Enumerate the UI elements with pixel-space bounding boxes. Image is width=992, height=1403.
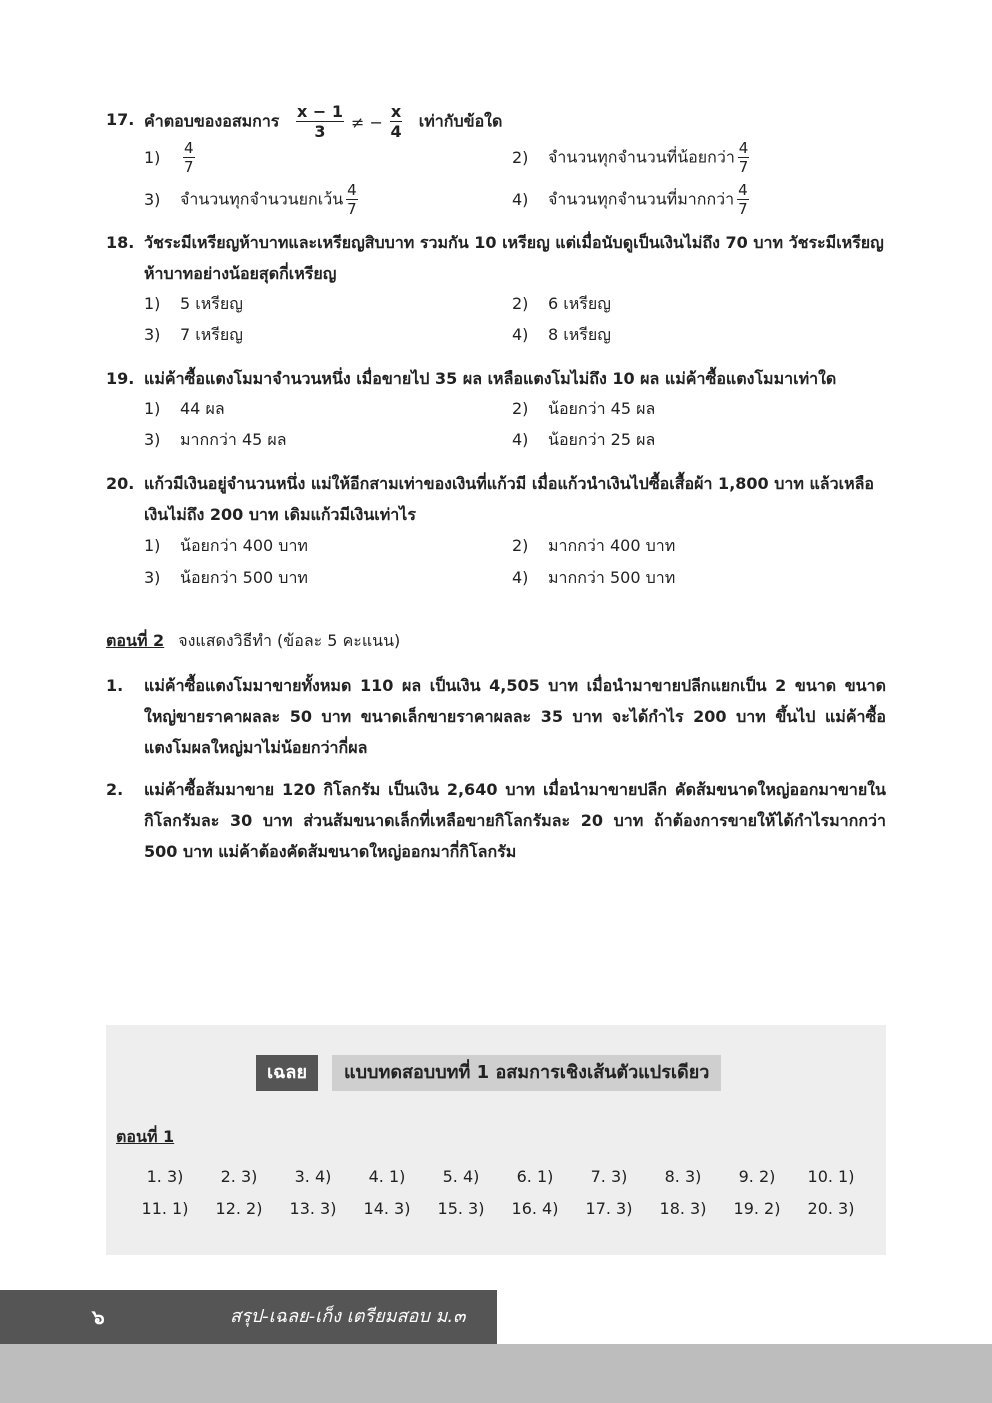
option-18-1[interactable]: 1) 5 เหรียญ [144,294,243,313]
question-18 [106,227,896,289]
part-2-label: ตอนที่ 2 [106,631,165,650]
inequality-expression: $\frac{x - 1}{3}$ ≠ − $\frac{x}{4}$ [296,102,402,141]
answer-key-box [106,1025,886,1255]
question-stem: คำตอบของอสมการ $\frac{x - 1}{3}$ ≠ − $\frac{x}{4}$ เท่ากับข้อใด [144,102,503,141]
answer-item: 18. 3) [659,1199,707,1218]
page-number: ๖ [92,1305,105,1329]
answer-item: 13. 3) [289,1199,337,1218]
answer-item: 2. 3) [220,1167,258,1186]
answer-item: 3. 4) [294,1167,332,1186]
option-20-1[interactable]: 1) น้อยกว่า 400 บาท [144,536,308,555]
fraction: $\frac{4}{7}$ [738,181,748,218]
book-title: สรุป-เฉลย-เก็ง เตรียมสอบ ม.๓ [230,1306,466,1327]
footer-band [0,1344,992,1403]
answer-item: 20. 3) [807,1199,855,1218]
option-18-3[interactable]: 3) 7 เหรียญ [144,325,243,344]
answer-item: 5. 4) [442,1167,480,1186]
question-number: 20. [106,474,135,493]
option-19-1[interactable]: 1) 44 ผล [144,399,225,418]
part-2-instruction: จงแสดงวิธีทำ (ข้อละ 5 คะแนน) [178,631,401,650]
footer-bar [0,1290,497,1344]
answer-item: 14. 3) [363,1199,411,1218]
answer-item: 11. 1) [141,1199,189,1218]
option-19-2[interactable]: 2) น้อยกว่า 45 ผล [512,399,656,418]
question-stem: แก้วมีเงินอยู่จำนวนหนึ่ง แม่ให้อีกสามเท่าของเงินที่แก้วมี เมื่อแก้วนำเงินไปซื้อเสื้อผ้า 1,800 บาท แล้วเหลือเงินไม่ถึง 200 บาท เดิมแก้วมีเงินเท่าไร [144,474,875,524]
part-2-question-2: 2. แม่ค้าซื้อส้มมาขาย 120 กิโลกรัม เป็นเงิน 2,640 บาท เมื่อนำมาขายปลีก คัดส้มขนาดใหญ่ออกมาขายในกิโลกรัมละ 30 บาท ส่วนส้มขนาดเล็กที่เหลือขายกิโลกรัมละ 20 บาท ถ้าต้องการขายให้ได้กำไรมากกว่า 500 บาท แม่ค้าต้องคัดส้มขนาดใหญ่ออกมากี่กิโลกรัม [106,780,886,861]
fraction: $\frac{x - 1}{3}$ [296,102,343,141]
answer-item: 6. 1) [516,1167,554,1186]
part-2-question-1: 1. แม่ค้าซื้อแตงโมมาขายทั้งหมด 110 ผล เป็นเงิน 4,505 บาท เมื่อนำมาขายปลีกแยกเป็น 2 ขนาด ขนาดใหญ่ขายราคาผลละ 50 บาท ขนาดเล็กขายราคาผลละ 35 บาท จะได้กำไร 200 บาท ขึ้นไป แม่ค้าซื้อแตงโมผลใหญ่มาไม่น้อยกว่ากี่ผล [106,676,886,757]
option-17-1[interactable]: 1) $\frac{4}{7}$ [144,139,194,176]
answer-item: 4. 1) [368,1167,406,1186]
fraction: $\frac{4}{7}$ [738,139,749,176]
answer-key-part-label: ตอนที่ 1 [116,1127,175,1146]
question-number: 18. [106,233,135,252]
fraction: $\frac{4}{7}$ [184,139,194,176]
option-17-4[interactable]: 4) จำนวนทุกจำนวนที่มากกว่า $\frac{4}{7}$ [512,181,748,218]
answer-item: 9. 2) [738,1167,776,1186]
answer-item: 7. 3) [590,1167,628,1186]
answer-item: 15. 3) [437,1199,485,1218]
question-stem: แม่ค้าซื้อแตงโมมาจำนวนหนึ่ง เมื่อขายไป 35 ผล เหลือแตงโมไม่ถึง 10 ผล แม่ค้าซื้อแตงโมมาเท่าใด [144,369,837,388]
option-17-2[interactable]: 2) จำนวนทุกจำนวนที่น้อยกว่า $\frac{4}{7}$ [512,139,749,176]
answer-item: 16. 4) [511,1199,559,1218]
answer-item: 1. 3) [146,1167,184,1186]
answer-item: 8. 3) [664,1167,702,1186]
question-20 [106,468,896,530]
answer-item: 19. 2) [733,1199,781,1218]
question-number: 17. [106,110,135,129]
answer-item: 17. 3) [585,1199,633,1218]
answer-key-tag: เฉลย [256,1055,318,1091]
option-18-4[interactable]: 4) 8 เหรียญ [512,325,611,344]
question-number: 19. [106,369,135,388]
part-2-heading [106,628,400,654]
answer-item: 12. 2) [215,1199,263,1218]
fraction: $\frac{x}{4}$ [390,102,402,141]
option-19-3[interactable]: 3) มากกว่า 45 ผล [144,430,287,449]
answer-item: 10. 1) [807,1167,855,1186]
answer-key-label: แบบทดสอบบทที่ 1 อสมการเชิงเส้นตัวแปรเดียว [332,1055,721,1091]
option-17-3[interactable]: 3) จำนวนทุกจำนวนยกเว้น $\frac{4}{7}$ [144,181,357,218]
answer-key-title [256,1055,721,1091]
fraction: $\frac{4}{7}$ [347,181,357,218]
option-20-3[interactable]: 3) น้อยกว่า 500 บาท [144,568,308,587]
question-stem: วัชระมีเหรียญห้าบาทและเหรียญสิบบาท รวมกัน 10 เหรียญ แต่เมื่อนับดูเป็นเงินไม่ถึง 70 บาท วัชระมีเหรียญห้าบาทอย่างน้อยสุดกี่เหรียญ [144,233,884,283]
question-19 [106,363,896,394]
option-20-4[interactable]: 4) มากกว่า 500 บาท [512,568,676,587]
option-20-2[interactable]: 2) มากกว่า 400 บาท [512,536,676,555]
answer-grid [128,1165,868,1221]
option-18-2[interactable]: 2) 6 เหรียญ [512,294,611,313]
question-17 [106,104,896,140]
option-19-4[interactable]: 4) น้อยกว่า 25 ผล [512,430,656,449]
